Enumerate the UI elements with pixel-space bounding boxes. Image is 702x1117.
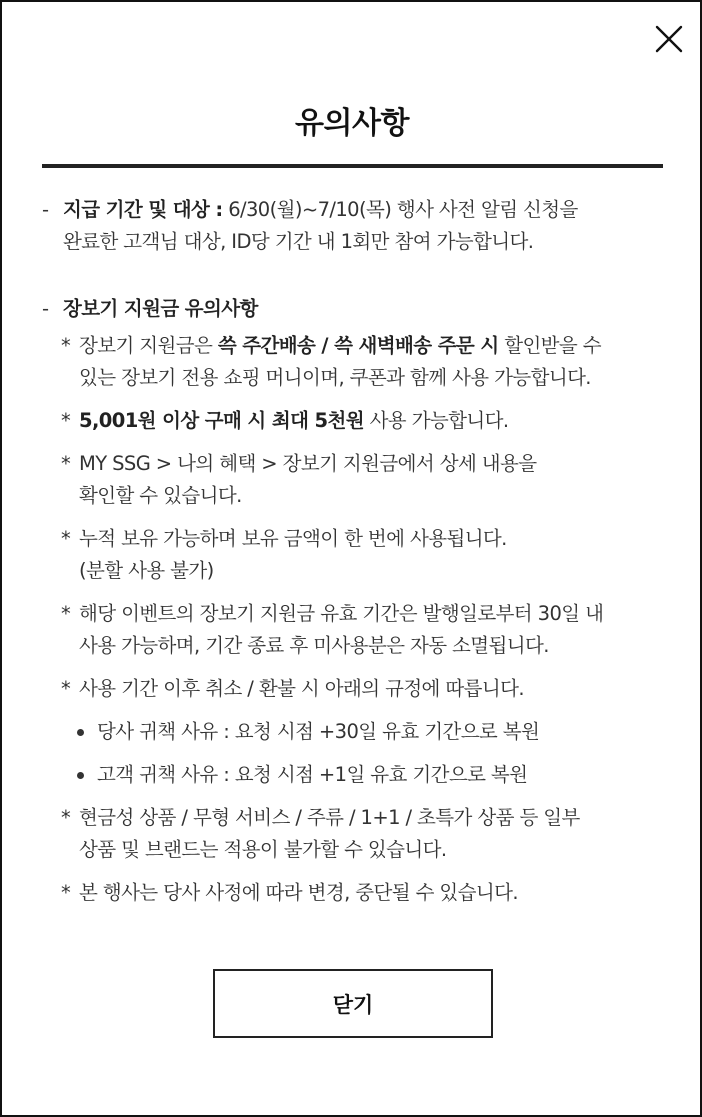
list-item: * 누적 보유 가능하며 보유 금액이 한 번에 사용됩니다. (분할 사용 불가) bbox=[42, 523, 672, 587]
bullet-item: 고객 귀책 사유 : 요청 시점 +1일 유효 기간으로 복원 bbox=[42, 759, 672, 791]
dash-marker: - bbox=[42, 297, 49, 320]
list-item: * 사용 기간 이후 취소 / 환불 시 아래의 규정에 따릅니다. bbox=[42, 673, 672, 705]
asterisk-marker: * bbox=[61, 881, 71, 904]
asterisk-marker: * bbox=[61, 602, 71, 625]
eligibility-text: 6/30(월)~7/10(목) 행사 사전 알림 신청을 bbox=[222, 198, 578, 221]
bullet-item: 당사 귀책 사유 : 요청 시점 +30일 유효 기간으로 복원 bbox=[42, 716, 672, 748]
asterisk-marker: * bbox=[61, 806, 71, 829]
asterisk-marker: * bbox=[61, 452, 71, 475]
close-button[interactable] bbox=[652, 22, 686, 56]
list-item: * 장보기 지원금은 쓱 주간배송 / 쓱 새벽배송 주문 시 할인받을 수 있는 장보기 전용 쇼핑 머니이며, 쿠폰과 함께 사용 가능합니다. bbox=[42, 330, 672, 394]
list-item: * 현금성 상품 / 무형 서비스 / 주류 / 1+1 / 초특가 상품 등 일부 상품 및 브랜드는 적용이 불가할 수 있습니다. bbox=[42, 802, 672, 866]
section-guidelines bbox=[42, 293, 672, 325]
asterisk-marker: * bbox=[61, 334, 71, 357]
list-item: * 5,001원 이상 구매 시 최대 5천원 사용 가능합니다. bbox=[42, 405, 672, 437]
bullet-dot bbox=[77, 772, 84, 779]
asterisk-marker: * bbox=[61, 409, 71, 432]
list-item: * MY SSG > 나의 혜택 > 장보기 지원금에서 상세 내용을 확인할 수 있습니다. bbox=[42, 448, 672, 512]
asterisk-marker: * bbox=[61, 527, 71, 550]
eligibility-line2: 완료한 고객님 대상, ID당 기간 내 1회만 참여 가능합니다. bbox=[63, 230, 534, 253]
eligibility-label: 지급 기간 및 대상 : bbox=[63, 198, 223, 221]
asterisk-marker: * bbox=[61, 677, 71, 700]
dash-marker: - bbox=[42, 198, 49, 221]
guidelines-heading: 장보기 지원금 유의사항 bbox=[63, 297, 258, 320]
notice-content bbox=[42, 194, 672, 909]
amount-highlight: 5,001원 이상 구매 시 최대 5천원 bbox=[79, 409, 364, 432]
bullet-dot bbox=[77, 729, 84, 736]
guideline-list bbox=[42, 330, 672, 909]
eligibility-line1 bbox=[63, 194, 672, 226]
list-item: * 해당 이벤트의 장보기 지원금 유효 기간은 발행일로부터 30일 내 사용 가능하며, 기간 종료 후 미사용분은 자동 소멸됩니다. bbox=[42, 598, 672, 662]
modal-title: 유의사항 bbox=[295, 106, 409, 141]
close-modal-button[interactable]: 닫기 bbox=[213, 969, 493, 1038]
section-eligibility bbox=[42, 194, 672, 258]
delivery-type-highlight: 쓱 주간배송 / 쓱 새벽배송 주문 시 bbox=[217, 334, 499, 357]
list-item: * 본 행사는 당사 사정에 따라 변경, 중단될 수 있습니다. bbox=[42, 877, 672, 909]
title-divider bbox=[42, 164, 663, 168]
close-icon bbox=[652, 22, 686, 56]
